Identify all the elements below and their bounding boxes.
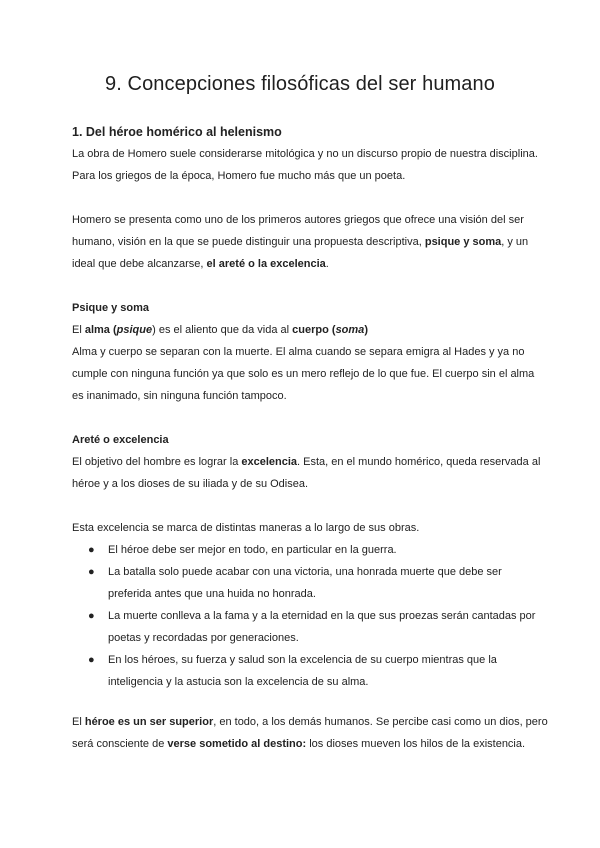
list-item [84, 605, 544, 649]
list-item-text: preferida antes que una huida no honrada. [108, 588, 316, 600]
page-title: 9. Concepciones filosóficas del ser humano [105, 73, 495, 95]
bold-term: psique y soma [424, 236, 502, 248]
bold-term: verse sometido al destino: [167, 738, 307, 750]
list-item-text: En los héroes, su fuerza y salud son la excelencia de su cuerpo mientras que la [108, 654, 497, 666]
paragraph-line: La obra de Homero suele considerarse mitológica y no un discurso propio de nuestra disciplina. [72, 148, 538, 160]
paragraph-line: es inanimado, sin ninguna función tampoco. [72, 390, 287, 402]
paragraph-line: Esta excelencia se marca de distintas maneras a lo largo de sus obras. [72, 522, 420, 534]
bullet-icon: ● [88, 566, 95, 578]
text-run: El objetivo del hombre es lograr la [72, 456, 242, 468]
bold-term: héroe es un ser superior [84, 716, 214, 728]
paragraph-line [72, 231, 542, 253]
paragraph-line: Homero se presenta como uno de los primeros autores griegos que ofrece una visión del ser [72, 214, 524, 226]
subsection-heading: Areté o excelencia [72, 434, 169, 446]
section-arete [72, 429, 542, 495]
bold-italic-term: soma [335, 324, 365, 336]
text-run: , y un [501, 236, 529, 248]
bullet-icon: ● [88, 544, 95, 556]
paragraph-line: Para los griegos de la época, Homero fue mucho más que un poeta. [72, 170, 406, 182]
list-item [84, 539, 544, 561]
paragraph-line: cumple con ninguna función ya que solo es un mero reflejo de lo que fue. El cuerpo sin el alma [72, 368, 535, 380]
bold-term: excelencia [241, 456, 298, 468]
paragraph-line [72, 253, 542, 275]
section-psique-soma [72, 297, 542, 407]
list-item [84, 561, 544, 605]
bold-term: el areté o la excelencia [206, 258, 326, 270]
bold-italic-term: psique [116, 324, 153, 336]
paragraph-line [72, 733, 542, 755]
arete-intro [72, 517, 542, 539]
section-heading: 1. Del héroe homérico al helenismo [72, 125, 282, 139]
text-run: , en todo, a los demás humanos. Se percibe casi como un dios, pero [213, 716, 548, 728]
text-run: ideal que debe alcanzarse, [72, 258, 207, 270]
bullet-icon: ● [88, 654, 95, 666]
list-item-text: El héroe debe ser mejor en todo, en particular en la guerra. [108, 544, 397, 556]
list-item-text: La muerte conlleva a la fama y a la eternidad en la que sus proezas serán cantadas por [108, 610, 536, 622]
section-intro-para2 [72, 209, 542, 275]
paragraph-line: héroe y a los dioses de su iliada y de su Odisea. [72, 478, 309, 490]
text-run: será consciente de [72, 738, 168, 750]
bullet-list [84, 539, 544, 693]
bold-term: ) [364, 324, 368, 336]
closing-paragraph [72, 711, 548, 755]
text-run: los dioses mueven los hilos de la existencia. [306, 738, 526, 750]
list-item-text: inteligencia y la astucia son la excelencia de su alma. [108, 676, 369, 688]
bold-term: cuerpo ( [292, 324, 336, 336]
text-run: ) es el aliento que da vida al [152, 324, 293, 336]
section-intro [72, 121, 542, 187]
bold-term: ( [109, 324, 117, 336]
bold-term: alma [84, 324, 110, 336]
text-run: humano, visión en la que se puede distinguir una propuesta descriptiva, [72, 236, 425, 248]
list-item-text: La batalla solo puede acabar con una victoria, una honrada muerte que debe ser [108, 566, 502, 578]
paragraph-line: Alma y cuerpo se separan con la muerte. El alma cuando se separa emigra al Hades y ya no [72, 346, 525, 358]
paragraph-line [72, 319, 542, 341]
bullet-icon: ● [88, 610, 95, 622]
text-run: . [325, 258, 329, 270]
subsection-heading: Psique y soma [72, 302, 150, 314]
paragraph-line [72, 451, 542, 473]
list-item [84, 649, 544, 693]
text-run: . Esta, en el mundo homérico, queda reservada al [297, 456, 541, 468]
paragraph-line [72, 711, 548, 733]
text-run: El [72, 716, 85, 728]
list-item-text: poetas y recordadas por generaciones. [108, 632, 299, 644]
text-run: El [72, 324, 85, 336]
